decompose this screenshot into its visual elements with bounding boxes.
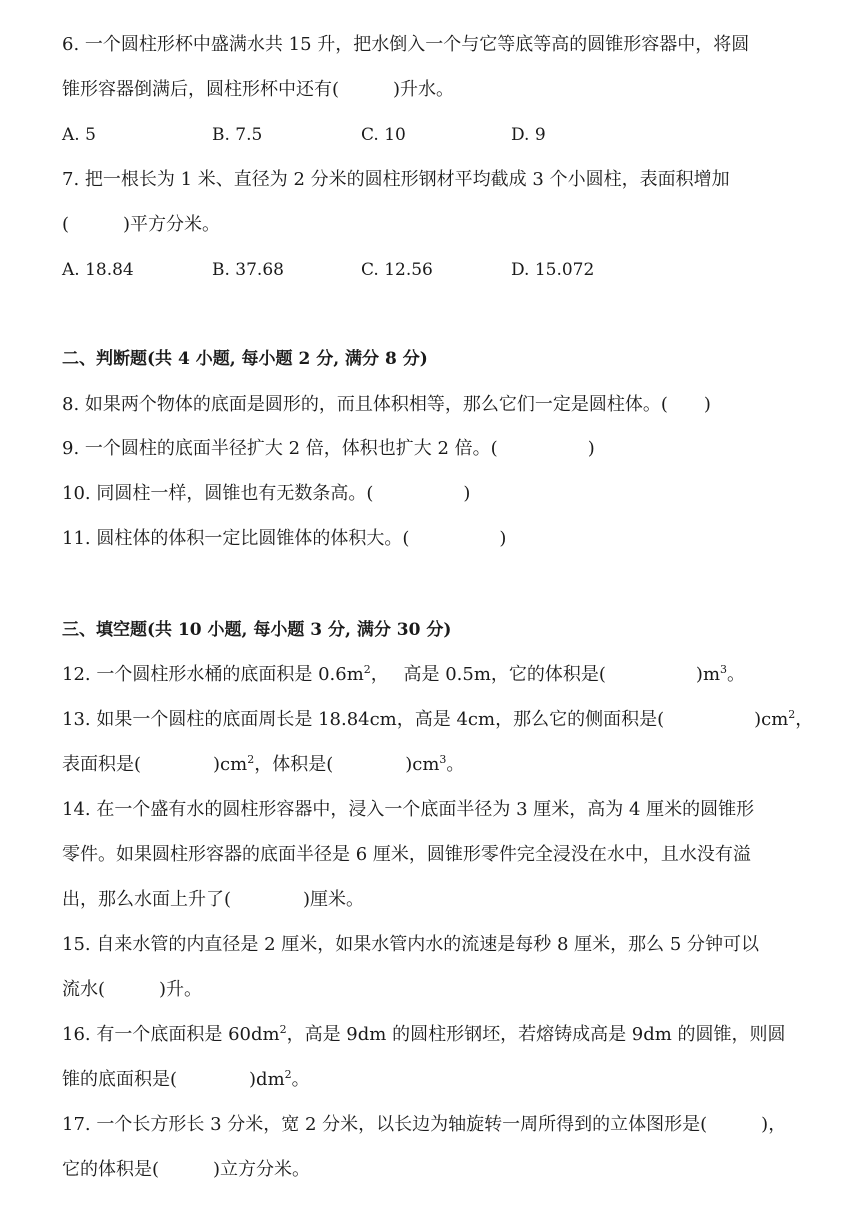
q7-option-c: C. 12.56 xyxy=(361,260,433,280)
q12-text-c: 。 xyxy=(727,664,746,685)
q6-line2: 锥形容器倒满后，圆柱形杯中还有( )升水。 xyxy=(62,79,455,100)
q11: 11. 圆柱体的体积一定比圆锥体的体积大。( ) xyxy=(62,528,507,549)
q12-sup-2: 3 xyxy=(720,663,728,676)
q7-line1: 7. 把一根长为 1 米、直径为 2 分米的圆柱形钢材平均截成 3 个小圆柱，表面积增加 xyxy=(62,169,730,190)
q17-line1 xyxy=(62,1113,786,1137)
q16-sup-1: 2 xyxy=(279,1023,287,1036)
q13-sup-1: 2 xyxy=(788,708,796,721)
q13-text-d: ，体积是( )cm xyxy=(254,754,440,775)
q15-line1: 15. 自来水管的内直径是 2 厘米，如果水管内水的流速是每秒 8 厘米，那么 5 分钟可以 xyxy=(62,934,760,955)
q14-line3: 出，那么水面上升了( )厘米。 xyxy=(62,889,365,910)
q10: 10. 同圆柱一样，圆锥也有无数条高。( ) xyxy=(62,483,471,504)
q6-option-c: C. 10 xyxy=(361,125,406,145)
q8: 8. 如果两个物体的底面是圆形的，而且体积相等，那么它们一定是圆柱体。( ) xyxy=(62,394,711,415)
q7-line2: ( )平方分米。 xyxy=(62,214,221,235)
q9: 9. 一个圆柱的底面半径扩大 2 倍，体积也扩大 2 倍。( ) xyxy=(62,438,595,459)
q13-text-c: 表面积是( )cm xyxy=(62,754,248,775)
q6-option-d: D. 9 xyxy=(511,125,546,145)
q6-line1: 6. 一个圆柱形杯中盛满水共 15 升，把水倒入一个与它等底等高的圆锥形容器中，将圆 xyxy=(62,34,750,55)
q16-sup-2: 2 xyxy=(284,1068,292,1081)
q17-line2: 它的体积是( )立方分米。 xyxy=(62,1159,311,1180)
q15-line2: 流水( )升。 xyxy=(62,979,203,1000)
q16-line2 xyxy=(62,1068,310,1092)
q13-text-b: ， xyxy=(795,709,814,730)
q13-line1 xyxy=(62,708,813,732)
q12 xyxy=(62,663,745,687)
q7-option-b: B. 37.68 xyxy=(212,260,284,280)
q13-line2 xyxy=(62,753,464,777)
q13-sup-3: 3 xyxy=(439,753,447,766)
q13-text-a: 13. 如果一个圆柱的底面周长是 18.84cm，高是 4cm，那么它的侧面积是( )cm xyxy=(62,709,789,730)
q13-sup-2: 2 xyxy=(247,753,255,766)
q16-text-a: 16. 有一个底面积是 60dm xyxy=(62,1024,280,1045)
q7-option-a: A. 18.84 xyxy=(62,260,134,280)
q16-text-b: ，高是 9dm 的圆柱形钢坯，若熔铸成高是 9dm 的圆锥，则圆 xyxy=(286,1024,786,1045)
q17-text-a: 17. 一个长方形长 3 分米，宽 2 分米，以长边为轴旋转一周所得到的立体图形是( ) xyxy=(62,1114,769,1135)
q12-sup-1: 2 xyxy=(363,663,371,676)
q14-line2: 零件。如果圆柱形容器的底面半径是 6 厘米，圆锥形零件完全浸没在水中，且水没有溢 xyxy=(62,844,751,865)
q16-text-c: 锥的底面积是( )dm xyxy=(62,1069,285,1090)
q6-option-b: B. 7.5 xyxy=(212,125,263,145)
section2-heading: 二、判断题(共 4 小题, 每小题 2 分, 满分 8 分) xyxy=(62,349,428,369)
q6-option-a: A. 5 xyxy=(62,125,96,145)
q12-text-a: 12. 一个圆柱形水桶的底面积是 0.6m xyxy=(62,664,364,685)
q12-text-b: ， 高是 0.5m，它的体积是( )m xyxy=(370,664,721,685)
q17-text-b: ， xyxy=(768,1114,787,1135)
q16-text-d: 。 xyxy=(291,1069,310,1090)
q14-line1: 14. 在一个盛有水的圆柱形容器中，浸入一个底面半径为 3 厘米，高为 4 厘米的圆锥形 xyxy=(62,799,755,820)
q16-line1 xyxy=(62,1023,786,1047)
section3-heading: 三、填空题(共 10 小题, 每小题 3 分, 满分 30 分) xyxy=(62,620,452,640)
q7-option-d: D. 15.072 xyxy=(511,260,595,280)
q13-text-e: 。 xyxy=(446,754,465,775)
